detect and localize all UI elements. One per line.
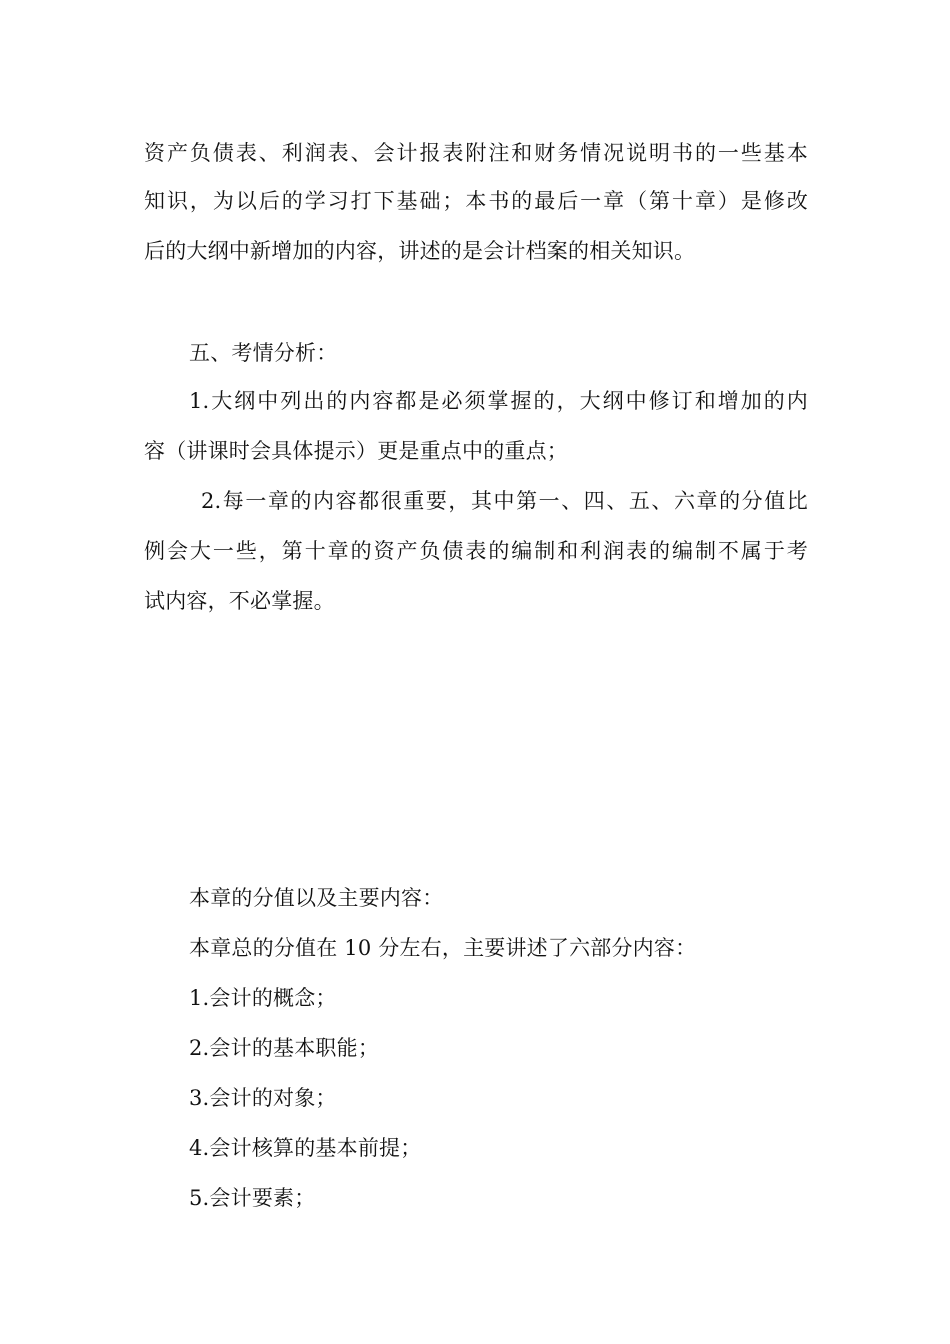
- chapter-list-item: 3.会计的对象；: [189, 1086, 337, 1110]
- intro-line-3: 后的大纲中新增加的内容，讲述的是会计档案的相关知识。: [144, 239, 696, 263]
- chapter-summary: 本章总的分值在 10 分左右，主要讲述了六部分内容：: [189, 936, 697, 960]
- analysis-item-2-line-3: 试内容，不必掌握。: [144, 589, 335, 613]
- analysis-item-1-line-2: 容（讲课时会具体提示）更是重点中的重点；: [144, 439, 568, 463]
- chapter-list-item: 5.会计要素；: [189, 1186, 316, 1210]
- analysis-item-2-line-1: 2.每一章的内容都很重要，其中第一、四、五、六章的分值比: [201, 489, 808, 513]
- intro-line-2: 知识，为以后的学习打下基础；本书的最后一章（第十章）是修改: [144, 189, 808, 213]
- chapter-heading: 本章的分值以及主要内容：: [189, 886, 444, 910]
- chapter-list-item: 1.会计的概念；: [189, 986, 337, 1010]
- analysis-item-1-line-1: 1.大纲中列出的内容都是必须掌握的，大纲中修订和增加的内: [189, 389, 808, 413]
- chapter-list-item: 4.会计核算的基本前提；: [189, 1136, 422, 1160]
- intro-line-1: 资产负债表、利润表、会计报表附注和财务情况说明书的一些基本: [144, 141, 808, 165]
- analysis-item-2-line-2: 例会大一些，第十章的资产负债表的编制和利润表的编制不属于考: [144, 539, 808, 563]
- chapter-list-item: 2.会计的基本职能；: [189, 1036, 380, 1060]
- analysis-heading: 五、考情分析：: [189, 341, 338, 365]
